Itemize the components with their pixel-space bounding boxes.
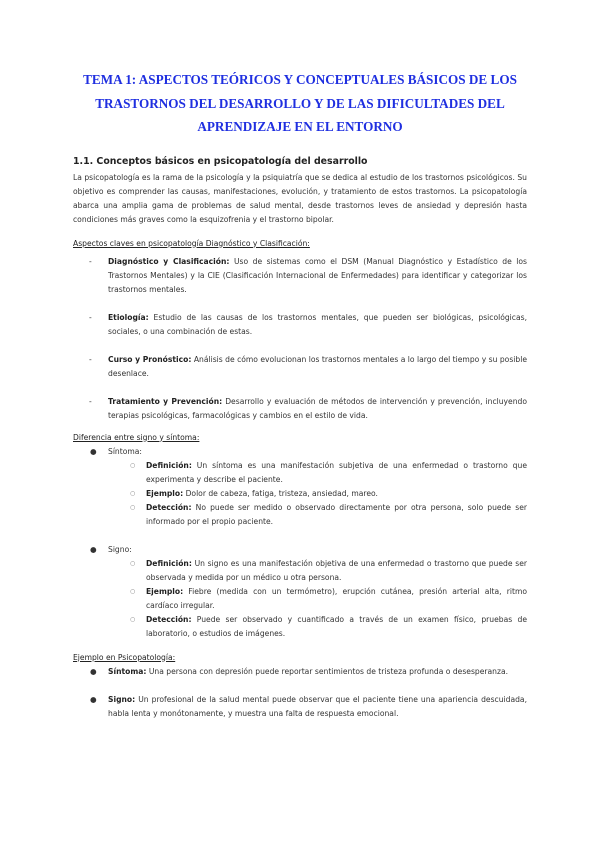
list-item — [73, 665, 527, 679]
item-term: Detección: — [146, 614, 192, 624]
sub-item — [73, 459, 527, 487]
item-term: Ejemplo: — [146, 586, 184, 596]
item-text: Un profesional de la salud mental puede observar que el paciente tiene una apariencia descuidada, habla lenta y monótonamente, y muestra una falta de respuesta emocional. — [108, 694, 527, 718]
item-term: Ejemplo: — [146, 488, 184, 498]
sub-item — [73, 557, 527, 585]
item-term: Detección: — [146, 502, 192, 512]
difference-heading: Diferencia entre signo y síntoma: — [73, 432, 200, 442]
list-item — [73, 353, 527, 381]
item-term: Diagnóstico y Clasificación: — [108, 256, 230, 266]
item-text: Desarrollo y evaluación de métodos de intervención y prevención, incluyendo terapias psicológicas, farmacológicas y cambios en el estilo de vida. — [108, 396, 528, 420]
item-term: Curso y Pronóstico: — [108, 354, 192, 364]
item-text: Un signo es una manifestación objetiva de una enfermedad o trastorno que puede ser observada y medida por un médico u otra persona. — [146, 558, 527, 582]
group-label: Signo: — [108, 544, 132, 554]
circle-bullet-icon: ○ — [130, 587, 136, 595]
item-term: Etiología: — [108, 312, 149, 322]
bullet-icon: ● — [90, 544, 97, 554]
item-text: Uso de sistemas como el DSM (Manual Diagnóstico y Estadístico de los Trastornos Mentales) y la CIE (Clasificación Internacional de Enfermedades) para identificar y categorizar los trastornos mentales. — [108, 256, 527, 294]
item-text: Dolor de cabeza, fatiga, tristeza, ansiedad, mareo. — [183, 488, 378, 498]
item-text: Una persona con depresión puede reportar sentimientos de tristeza profunda o desesperanza. — [146, 666, 509, 676]
list-item — [73, 255, 527, 297]
item-text: Fiebre (medida con un termómetro), erupción cutánea, presión arterial alta, ritmo cardíaco irregular. — [146, 586, 527, 610]
item-term: Tratamiento y Prevención: — [108, 396, 223, 406]
aspects-heading: Aspectos claves en psicopatología Diagnóstico y Clasificación: — [73, 238, 310, 248]
bullet-icon: ● — [90, 666, 97, 676]
sub-item — [73, 501, 527, 529]
intro-paragraph: La psicopatología es la rama de la psicología y la psiquiatría que se dedica al estudio de los trastornos psicológicos. Su objetivo es comprender las causas, manifestaciones, evolución, y tratamiento de estos trastornos. La psicopatología abarca una amplia gama de problemas de salud mental, desde trastornos leves de ansiedad y depresión hasta condiciones más graves como la esquizofrenia y el trastorno bipolar. — [73, 172, 527, 224]
list-item — [73, 543, 527, 557]
aspects-list — [73, 255, 527, 423]
item-term: Definición: — [146, 558, 192, 568]
sub-item — [73, 613, 527, 641]
item-term: Síntoma: — [108, 666, 147, 676]
bullet-icon: ● — [90, 446, 97, 456]
dash-marker: - — [89, 396, 92, 406]
item-text: Análisis de cómo evolucionan los trastornos mentales a lo largo del tiempo y su posible desenlace. — [108, 354, 527, 378]
item-text: Un síntoma es una manifestación subjetiva de una enfermedad o trastorno que experimenta y describe el paciente. — [146, 460, 527, 484]
list-item — [73, 311, 527, 339]
example-heading: Ejemplo en Psicopatología: — [73, 652, 176, 662]
item-term: Definición: — [146, 460, 192, 470]
item-text: Estudio de las causas de los trastornos mentales, que pueden ser biológicas, psicológicas, sociales, o una combinación de estas. — [108, 312, 527, 336]
document-title: TEMA 1: ASPECTOS TEÓRICOS Y CONCEPTUALES BÁSICOS DE LOS TRASTORNOS DEL DESARROLLO Y DE LAS DIFICULTADES DEL APRENDIZAJE EN EL ENTORNO — [83, 72, 517, 134]
circle-bullet-icon: ○ — [130, 503, 136, 511]
document-page — [73, 68, 527, 721]
circle-bullet-icon: ○ — [130, 559, 136, 567]
item-text: No puede ser medido o observado directamente por otra persona, solo puede ser informado por el propio paciente. — [146, 502, 527, 526]
dash-marker: - — [89, 354, 92, 364]
sub-item — [73, 585, 527, 613]
list-item — [73, 445, 527, 459]
circle-bullet-icon: ○ — [130, 615, 136, 623]
section-heading: 1.1. Conceptos básicos en psicopatología del desarrollo — [73, 155, 368, 167]
list-item — [73, 395, 527, 423]
item-text: Puede ser observado y cuantificado a través de un examen físico, pruebas de laboratorio, o estudios de imágenes. — [146, 614, 527, 638]
bullet-icon: ● — [90, 694, 97, 704]
sub-item — [73, 487, 527, 501]
group-label: Síntoma: — [108, 446, 142, 456]
dash-marker: - — [89, 256, 92, 266]
circle-bullet-icon: ○ — [130, 489, 136, 497]
item-term: Signo: — [108, 694, 136, 704]
dash-marker: - — [89, 312, 92, 322]
circle-bullet-icon: ○ — [130, 461, 136, 469]
list-item — [73, 693, 527, 721]
